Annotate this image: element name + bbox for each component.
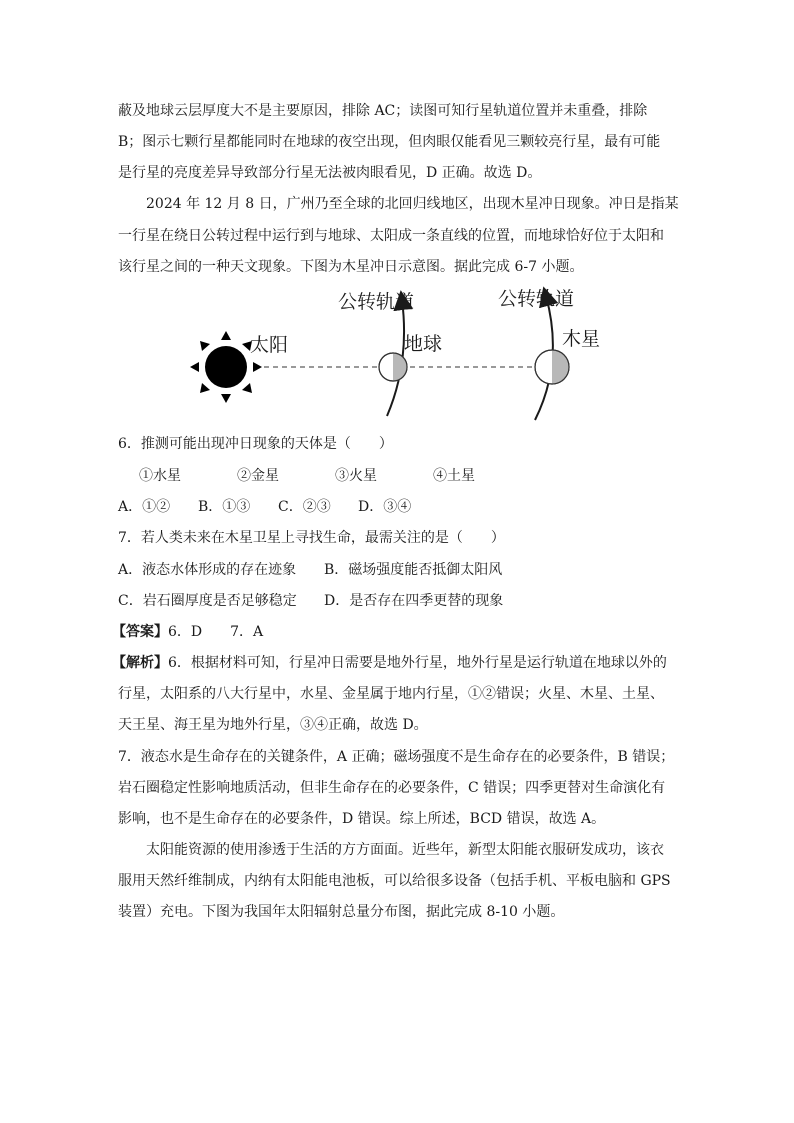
analysis-line: 岩石圈稳定性影响地质活动，但非生命存在的必要条件，C 错误；四季更替对生命演化有 [118, 780, 666, 796]
answer-text: 6．D 7．A [168, 624, 264, 640]
question-6-option: A．①② [118, 499, 171, 515]
analysis-label: 【解析】 [112, 655, 168, 671]
jupiter-opposition-diagram [180, 282, 620, 428]
intro-line: 该行星之间的一种天文现象。下图为木星冲日示意图。据此完成 6-7 小题。 [118, 259, 584, 275]
analysis-line [112, 653, 667, 673]
jupiter-icon [535, 350, 569, 384]
question-7-options-row-2 [118, 591, 678, 611]
question-7-options-row-1 [118, 560, 678, 580]
question-6-items [139, 466, 699, 486]
paragraph-line: 蔽及地球云层厚度大不是主要原因，排除 AC；读图可知行星轨道位置并未重叠，排除 [118, 103, 648, 119]
question-6-options [118, 497, 678, 517]
jupiter-orbit-label: 公转轨道 [498, 288, 575, 310]
intro-line: 一行星在绕日公转过程中运行到与地球、太阳成一条直线的位置，而地球恰好位于太阳和 [118, 228, 664, 244]
question-7-option: A．液态水体形成的存在迹象 [118, 562, 297, 578]
question-7-stem: 7．若人类未来在木星卫星上寻找生命，最需关注的是（ ） [118, 530, 505, 546]
question-6-item: ④土星 [433, 468, 475, 484]
answer-line [112, 622, 263, 642]
paragraph-line: 是行星的亮度差异导致部分行星无法被肉眼看见，D 正确。故选 D。 [118, 165, 542, 181]
question-6-item: ①水星 [139, 468, 181, 484]
material-line: 太阳能资源的使用渗透于生活的方方面面。近些年，新型太阳能衣服研发成功，该衣 [146, 842, 664, 858]
material-line: 服用天然纤维制成，内纳有太阳能电池板，可以给很多设备（包括手机、平板电脑和 GPS [118, 873, 671, 889]
earth-orbit-label: 公转轨道 [338, 291, 415, 313]
sun-label: 太阳 [250, 334, 289, 356]
question-6-option: D．③④ [358, 499, 412, 515]
analysis-line: 影响，也不是生命存在的必要条件，D 错误。综上所述，BCD 错误，故选 A。 [118, 811, 606, 827]
question-7-option: D．是否存在四季更替的现象 [324, 593, 504, 609]
question-6-stem: 6．推测可能出现冲日现象的天体是（ ） [118, 436, 393, 452]
paragraph-line: B；图示七颗行星都能同时在地球的夜空出现，但肉眼仅能看见三颗较亮行星，最有可能 [118, 134, 661, 150]
question-6-option: C．②③ [278, 499, 331, 515]
intro-line: 2024 年 12 月 8 日，广州乃至全球的北回归线地区，出现木星冲日现象。冲日是指某 [146, 196, 679, 212]
question-7-option: C．岩石圈厚度是否足够稳定 [118, 593, 297, 609]
earth-label: 地球 [404, 333, 443, 355]
jupiter-label: 木星 [562, 328, 601, 350]
question-6-option: B．①③ [198, 499, 251, 515]
earth-icon [379, 353, 407, 381]
answer-label: 【答案】 [112, 624, 168, 640]
analysis-text: 6．根据材料可知，行星冲日需要是地外行星，地外行星是运行轨道在地球以外的 [168, 655, 667, 671]
question-7-option: B．磁场强度能否抵御太阳风 [324, 562, 503, 578]
material-line: 装置）充电。下图为我国年太阳辐射总量分布图，据此完成 8-10 小题。 [118, 904, 565, 920]
question-6-item: ③火星 [335, 468, 377, 484]
analysis-line: 行星，太阳系的八大行星中，水星、金星属于地内行星，①②错误；火星、木星、土星、 [118, 686, 664, 702]
analysis-line: 7．液态水是生命存在的关键条件，A 正确；磁场强度不是生命存在的必要条件，B 错误； [118, 749, 675, 765]
analysis-line: 天王星、海王星为地外行星，③④正确，故选 D。 [118, 717, 428, 733]
question-6-item: ②金星 [237, 468, 279, 484]
